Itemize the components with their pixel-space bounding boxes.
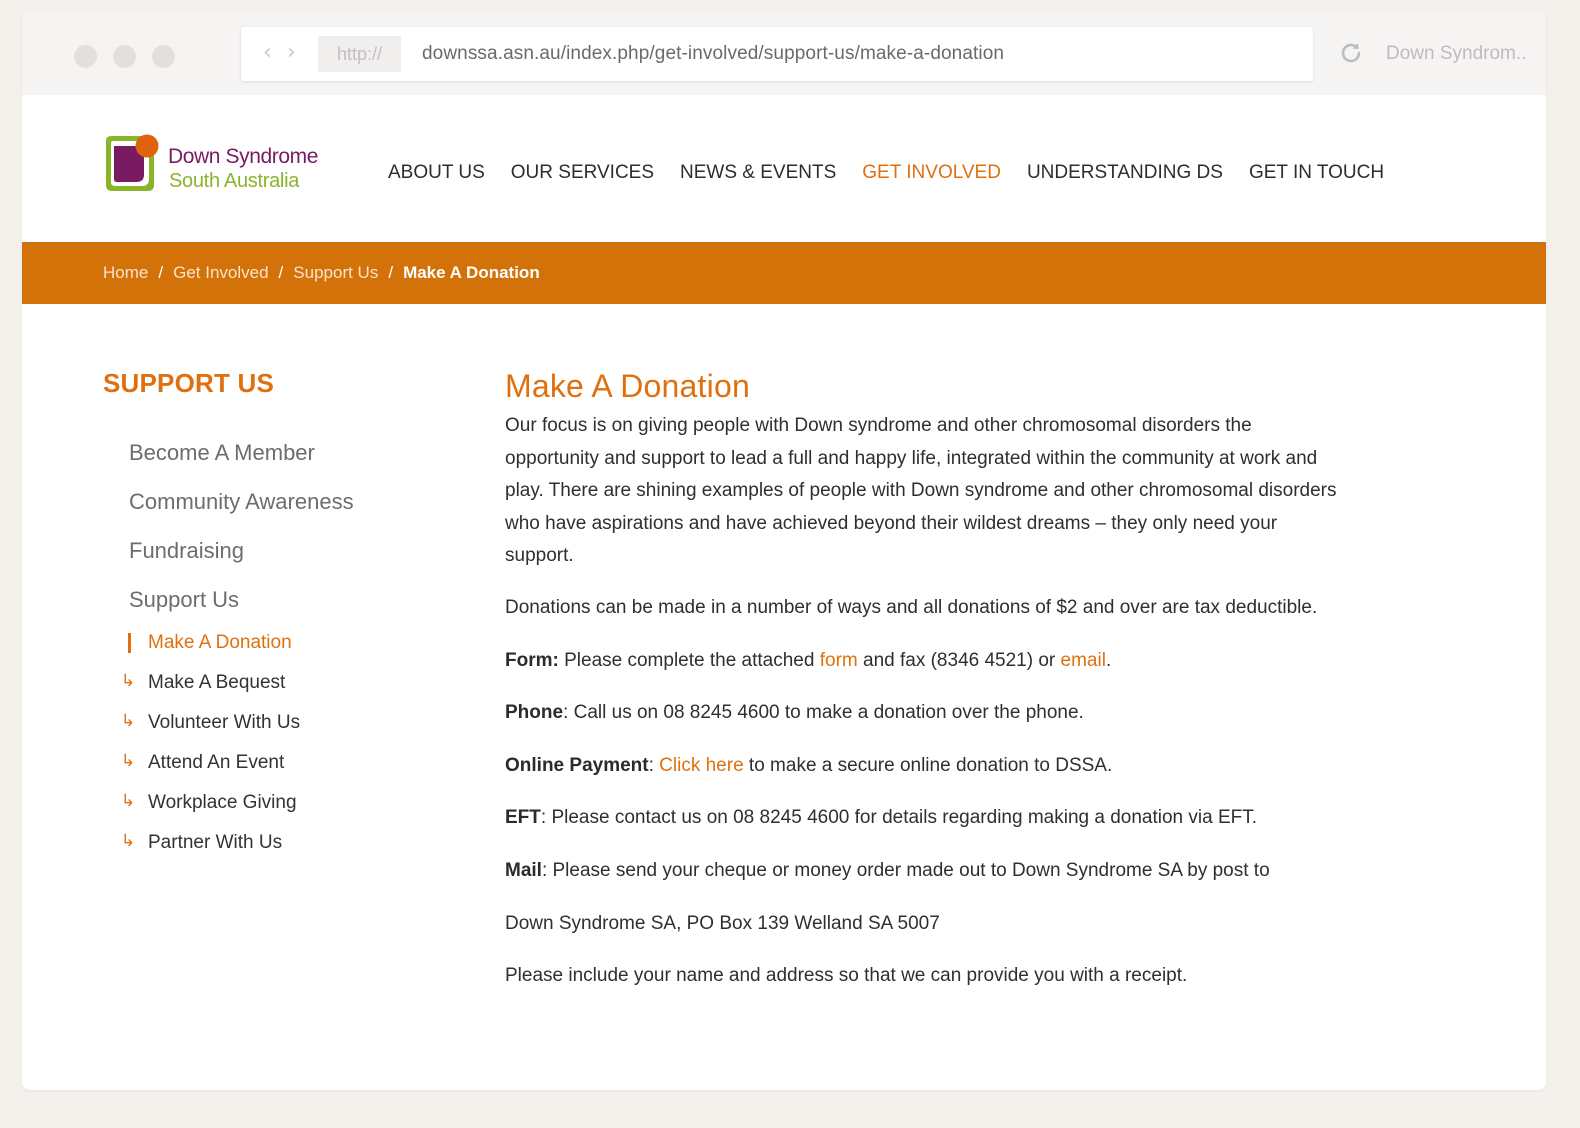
subitem-arrow-icon: ↳ (121, 791, 136, 811)
email-link[interactable]: email (1060, 649, 1106, 671)
url-protocol: http:// (318, 36, 401, 72)
mail-text: : Please send your cheque or money order made out to Down Syndrome SA by post to (541, 859, 1270, 881)
browser-toolbar (22, 12, 1546, 95)
breadcrumb-home[interactable]: Home (103, 263, 149, 282)
breadcrumb (103, 242, 540, 304)
url-text[interactable]: downssa.asn.au/index.php/get-involved/support-us/make-a-donation (422, 43, 1005, 64)
subitem-arrow-icon: ↳ (121, 711, 136, 731)
form-link[interactable]: form (819, 649, 858, 671)
sidebar-subitem-label[interactable]: Volunteer With Us (148, 712, 301, 733)
nav-get-in-touch[interactable]: GET IN TOUCH (1248, 162, 1385, 183)
intro-paragraph: Our focus is on giving people with Down syndrome and other chromosomal disorders the opportunity and support to lead a full and happy life, integrated within the community at work and play. There are shining examples of people with Down syndrome and other chromosomal disorders who have aspirations and have achieved beyond their wildest dreams – they only need your support. (505, 415, 1337, 567)
eft-label: EFT (505, 807, 541, 829)
click-here-link[interactable]: Click here (659, 754, 744, 776)
phone-text: : Call us on 08 8245 4600 to make a donation over the phone. (563, 702, 1084, 724)
online-payment-paragraph (505, 750, 1345, 783)
nav-understanding-ds[interactable]: UNDERSTANDING DS (1026, 162, 1223, 183)
nav-news-events[interactable]: NEWS & EVENTS (680, 162, 837, 183)
sidebar-item-community-awareness[interactable]: Community Awareness (129, 489, 354, 514)
subitem-arrow-icon: ↳ (121, 671, 136, 691)
sidebar-subitem-label[interactable]: Make A Bequest (148, 672, 286, 693)
main-content (505, 364, 1345, 1013)
chevron-right-icon[interactable]: › (287, 40, 296, 65)
phone-label: Phone (505, 702, 564, 724)
subitem-arrow-icon: ↳ (121, 751, 136, 771)
form-text: and fax (8346 4521) or (857, 649, 1061, 671)
sidebar-item-become-a-member[interactable]: Become A Member (129, 440, 315, 465)
site-logo[interactable] (102, 133, 342, 199)
breadcrumb-bar (22, 242, 1546, 304)
nav-our-services[interactable]: OUR SERVICES (510, 162, 655, 183)
online-payment-separator: : (648, 754, 660, 776)
breadcrumb-get-involved[interactable]: Get Involved (173, 263, 269, 282)
reload-icon[interactable] (1337, 39, 1365, 67)
sidebar-item-fundraising[interactable]: Fundraising (129, 538, 244, 563)
mail-paragraph (505, 855, 1345, 888)
window-maximize-button[interactable] (152, 45, 175, 68)
browser-window (22, 12, 1546, 1090)
subitem-arrow-icon: ↳ (121, 831, 136, 851)
tab-title[interactable]: Down Syndrom.. (1386, 43, 1527, 64)
active-indicator (128, 633, 131, 653)
form-label: Form: (505, 649, 559, 671)
receipt-paragraph: Please include your name and address so that we can provide you with a receipt. (505, 965, 1188, 987)
nav-get-involved[interactable]: GET INVOLVED (862, 162, 1001, 183)
sidebar-subitem-label[interactable]: Make A Donation (148, 632, 292, 653)
form-text: . (1105, 649, 1112, 671)
mail-label: Mail (505, 859, 542, 881)
sidebar-title: SUPPORT US (103, 368, 275, 398)
eft-paragraph (505, 802, 1345, 835)
sidebar-menu (129, 436, 354, 632)
main-navigation (388, 158, 1410, 188)
logo-text-line2: South Australia (169, 170, 300, 192)
form-text: Please complete the attached (558, 649, 820, 671)
breadcrumb-current: Make A Donation (403, 263, 540, 282)
online-payment-label: Online Payment (505, 754, 649, 776)
nav-about-us[interactable]: ABOUT US (388, 162, 485, 183)
breadcrumb-support-us[interactable]: Support Us (293, 263, 379, 282)
sidebar-item-support-us[interactable]: Support Us (129, 587, 240, 612)
breadcrumb-separator: / (388, 263, 394, 282)
form-paragraph (505, 645, 1345, 678)
sidebar-subitem-label[interactable]: Attend An Event (148, 752, 285, 773)
window-close-button[interactable] (74, 45, 97, 68)
logo-mark-icon (102, 133, 160, 195)
address-bar[interactable] (241, 27, 1313, 81)
breadcrumb-separator: / (278, 263, 284, 282)
address-paragraph: Down Syndrome SA, PO Box 139 Welland SA 5007 (505, 912, 940, 934)
sidebar-subitem-label[interactable]: Partner With Us (148, 832, 283, 853)
donations-paragraph: Donations can be made in a number of ways and all donations of $2 and over are tax deductible. (505, 596, 1318, 618)
page-title: Make A Donation (505, 368, 750, 404)
sidebar-subitem-label[interactable]: Workplace Giving (148, 792, 297, 813)
window-minimize-button[interactable] (113, 45, 136, 68)
eft-text: : Please contact us on 08 8245 4600 for details regarding making a donation via EFT. (540, 807, 1258, 829)
chevron-left-icon[interactable]: ‹ (263, 40, 272, 65)
phone-paragraph (505, 697, 1345, 730)
online-payment-text: to make a secure online donation to DSSA. (743, 754, 1113, 776)
logo-text-line1: Down Syndrome (168, 145, 319, 168)
breadcrumb-separator: / (158, 263, 164, 282)
